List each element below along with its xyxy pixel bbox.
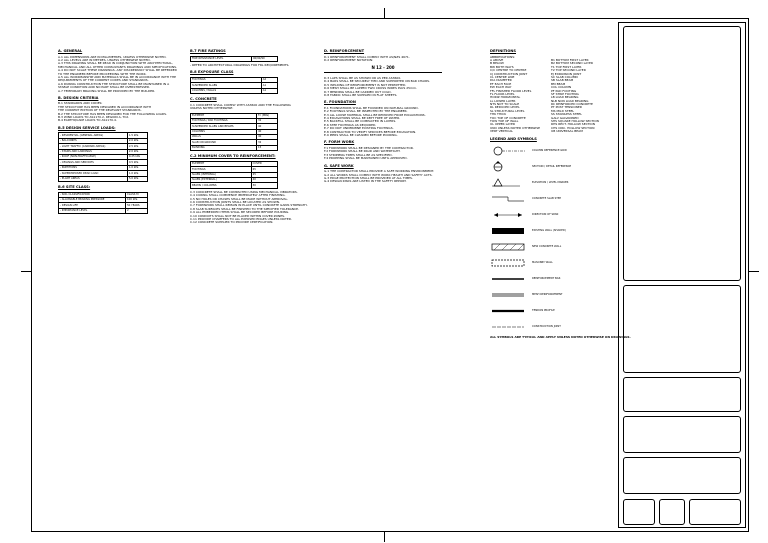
table-cell: COLUMNS / WALLS [191, 88, 262, 93]
table-cell: FOOTINGS [191, 77, 262, 82]
legend-symbol-icon [490, 321, 528, 333]
table-row [191, 183, 278, 188]
note-line: THE CURRENT EDITION OF THE RELEVANT STANDARDS. [58, 108, 142, 113]
note-line: C/C CENTRE TO CENTRE [490, 68, 527, 73]
note-line: C.5 NO HOLES OR CHASES SHALL BE MADE WITHOUT APPROVAL. [190, 196, 289, 201]
note-line: BW BOTH WAYS [490, 64, 514, 69]
note-line: A.6 DURING CONSTRUCTION THE STRUCTURE SHALL BE MAINTAINED IN A [58, 81, 170, 86]
note-line: C.3 CONCRETE SHALL BE COMPACTED USING MECHANICAL VIBRATORS. [190, 189, 298, 194]
table-cell: 30 [251, 183, 277, 188]
soil-table [58, 192, 148, 215]
note-line: UNO UNLESS NOTED OTHERWISE [490, 125, 541, 130]
table-cell: 0.5 kPa [127, 160, 147, 165]
legend-label: COLUMN REFERENCE GRID [532, 148, 567, 152]
table-cell: A2 [261, 77, 277, 82]
table-cell: A1 [261, 88, 277, 93]
legend-item [490, 144, 608, 157]
legend-label: CONCRETE SLAB STEP [532, 196, 562, 200]
note-line: NTS NOT TO SCALE [490, 102, 520, 107]
table-cell: SLABS (EXTERNAL) [191, 178, 252, 183]
title-block [618, 22, 746, 528]
table-cell: - ALLOWABLE BEARING PRESSURE [59, 197, 126, 202]
note-line: D.5 WELDING OF REINFORCEMENT IS NOT PERMITTED. [324, 82, 407, 87]
legend-label: NEW CONCRETE WALL [532, 244, 562, 248]
table-cell: - STAIRS AND LANDINGS [59, 149, 128, 154]
note-line: FL FLOOR LEVEL [490, 91, 515, 96]
exposure-table [190, 77, 278, 94]
section-heading: B.8 EXPOSURE CLASS [190, 70, 234, 75]
note-line: SC SLAB COLUMN [551, 74, 578, 79]
note-line: A ABOVE [490, 57, 504, 62]
legend-symbol-icon [490, 241, 528, 253]
table-row [191, 145, 278, 150]
section-heading: D. REINFORCEMENT [324, 49, 365, 53]
title-block-size [659, 499, 685, 525]
table-cell: BLINDING [191, 145, 257, 150]
table-cell: - DESIGN LIFE [59, 203, 126, 208]
note-line: EW EACH WAY [490, 85, 512, 90]
note-line: STABLE CONDITION AND NO PART SHALL BE OVERSTRESSED. [58, 85, 151, 90]
section-heading: C. CONCRETE [190, 97, 217, 102]
legend-symbol-icon [490, 305, 528, 317]
notes-column-4 [490, 46, 631, 340]
table-cell: FIRE RESISTANCE LEVEL [191, 56, 252, 61]
note-line: F.3 STRIPPING TIMES SHALL BE AS SPECIFIED. [324, 152, 393, 157]
note-line: MECHANICAL AND ALL OTHER CONSULTANTS DRAWINGS AND SPECIFICATIONS. [58, 64, 178, 69]
note-line: SF STRIP FOOTING [551, 91, 579, 96]
note-line: E.8 CONTRACTOR TO VERIFY SERVICES BEFORE EXCAVATION. [324, 129, 417, 134]
title-block-revisions [623, 26, 741, 281]
table-cell: 2.0 kPa [127, 138, 147, 143]
note-line: TOW TOP OF WALL [490, 119, 519, 124]
note-line: VERT VERTICAL [490, 129, 513, 134]
note-line: RC REINFORCED CONCRETE [551, 102, 593, 107]
title-block-drawing-no [689, 499, 741, 525]
table-cell: 40 [251, 178, 277, 183]
table-row [59, 176, 148, 181]
note-line: SL STRUCTURAL LEVEL [490, 108, 525, 113]
note-line: A.1 ALL DIMENSIONS ARE IN MILLIMETRES, UNLESS OTHERWISE NOTED. [58, 54, 167, 59]
note-line: B.1 STANDARDS AND CODES: [58, 101, 103, 106]
table-cell: FOOTINGS / PAD FOOTINGS [191, 118, 257, 123]
legend-label: ELEVATION / LEVEL MARKER [532, 180, 569, 184]
note-line: BM BEAM [551, 81, 566, 86]
table-cell: 65 [251, 167, 277, 172]
note-line: SHS SQUARE HOLLOW SECTION [551, 119, 599, 124]
note-line: D.2 REINFORCEMENT NOTATION: [324, 57, 374, 62]
note-line: NLB NON LOAD BEARING [551, 98, 589, 103]
legend-item [490, 240, 608, 253]
notes-column-1 [58, 46, 178, 216]
center-tick-left [21, 271, 31, 272]
note-line: E.7 DO NOT UNDERMINE EXISTING FOOTINGS. [324, 126, 394, 131]
section-heading: A. GENERAL [58, 49, 83, 53]
note-line: TOC TOP OF CONCRETE [490, 115, 526, 120]
note-line: D.4 BARS SHALL BE SECURELY TIED AND SUPPORTED ON BAR CHAIRS. [324, 79, 431, 84]
note-line: F.1 FORMWORK SHALL BE DESIGNED BY THE CONTRACTOR. [324, 146, 414, 151]
section-heading: C.2 MINIMUM COVER TO REINFORCEMENT: [190, 154, 276, 159]
legend-label: SECTION / DETAIL REFERENCE [532, 164, 572, 168]
note-line: A.3 THIS DRAWING SHALL BE READ IN CONJUNCTION WITH ARCHITECTURAL, [58, 61, 173, 66]
table-cell: 100 kPa [125, 197, 147, 202]
note-line: EF EACH FACE [490, 81, 512, 86]
note-line: T2 TOP SECOND LAYER [551, 68, 586, 73]
note-line: A.2 ALL LEVELS ARE IN METRES, UNLESS OTHERWISE NOTED. [58, 57, 151, 62]
note-line: C.9 ALL EMBEDDED ITEMS SHALL BE SECURED BEFORE POURING. [190, 210, 290, 215]
fire-table [190, 56, 278, 62]
table-cell: SLABS (INTERNAL) [191, 172, 252, 177]
note-line: PT POST TENSIONED [551, 105, 583, 110]
table-cell: 32 [256, 118, 277, 123]
title-block-scale [623, 499, 655, 525]
table-cell: 40 [256, 135, 277, 140]
legend-symbol-icon [490, 193, 528, 205]
section-heading: G. SAFE WORK [324, 163, 354, 168]
table-cell: SUSPENDED SLABS [191, 83, 262, 88]
table-cell: A1 [261, 83, 277, 88]
notes-column-3 [324, 46, 442, 184]
legend-footnote: ALL SYMBOLS ARE TYPICAL AND APPLY UNLESS NOTED OTHERWISE ON DRAWINGS. [490, 335, 631, 340]
table-cell: COVER [251, 161, 277, 166]
table-cell: - LIGHT TRAFFIC (CARPARK AREAS) [59, 144, 128, 149]
note-line: UL UPPER LAYER [490, 122, 515, 127]
table-cell: - SUPERIMPOSED DEAD LOAD [59, 171, 128, 176]
legend-symbol-icon [490, 257, 528, 269]
table-cell: CLASS M [125, 192, 147, 197]
legend-item [490, 160, 608, 173]
note-line: B BELOW [490, 61, 504, 66]
table-cell: - PLANT AREAS [59, 176, 128, 181]
table-cell: BEAMS / COLUMNS [191, 183, 252, 188]
reinforcement-notation: N 12 - 200 [324, 66, 442, 73]
note-line: MS MILD STEEL [551, 108, 575, 113]
note-line: C.6 CONSTRUCTION JOINTS SHALL BE LOCATED AS SHOWN. [190, 199, 280, 204]
abbrev-right [551, 59, 608, 134]
note-line: E.3 ALL LOOSE MATERIAL SHALL BE REMOVED FROM EXCAVATIONS. [324, 112, 426, 117]
note-line: F.4 PROPPING SHALL BE MAINTAINED UNTIL APPROVED. [324, 156, 408, 161]
note-line: C.1 CONCRETE SHALL COMPLY WITH AS3600 AND THE FOLLOWING [190, 102, 291, 107]
legend-item [490, 320, 608, 333]
table-cell: 50 YEARS [125, 203, 147, 208]
table-cell: 40 [256, 124, 277, 129]
table-cell: 2.0 kPa [127, 149, 147, 154]
note-line: RL REDUCED LEVEL [490, 105, 520, 110]
loads-table [58, 132, 148, 182]
legend-item [490, 176, 608, 189]
title-block-notes [623, 285, 741, 373]
legend-item [490, 272, 608, 285]
legend-label: MASONRY WALL [532, 260, 553, 264]
table-cell: - PARTITIONS [59, 165, 128, 170]
legend-symbol-icon [490, 289, 528, 301]
table-cell: - ROOF (NON-TRAFFICABLE) [59, 154, 128, 159]
note-line: DIA DIAMETER [490, 78, 512, 83]
note-line: T1 TOP FIRST LAYER [551, 64, 582, 69]
section-heading: LEGEND AND SYMBOLS [490, 136, 537, 141]
note-line: SS STAINLESS STEEL [551, 112, 582, 117]
legend-symbol-icon [490, 177, 528, 189]
legend-label: DIRECTION OF SPAN [532, 212, 559, 216]
table-cell: - RESIDENTIAL (GENERAL AREAS) [59, 133, 128, 138]
legend-symbol-icon [490, 209, 528, 221]
note-line: UNLESS NOTED OTHERWISE: [190, 106, 234, 111]
table-cell: 1.5 kPa [127, 133, 147, 138]
table-cell: 5.0 kPa [127, 176, 147, 181]
section-heading: B. DESIGN CRITERIA [58, 95, 99, 100]
note-line: LB LOAD BEARING [551, 95, 579, 100]
table-cell: 15 [256, 145, 277, 150]
legend-item [490, 224, 608, 237]
center-tick-bottom [384, 532, 385, 542]
legend-symbol-icon [490, 161, 528, 173]
note-line: G.1 THE CONTRACTOR SHALL PROVIDE A SAFE WORKING ENVIRONMENT. [324, 169, 435, 174]
table-cell: COLUMNS [191, 129, 257, 134]
center-tick-right [749, 271, 759, 272]
note-line: D.6 MESH SHALL BE LAPPED TWO CROSS WIRES PLUS 25mm. [324, 86, 417, 91]
note-line: A.5 ALL WORKMANSHIP AND MATERIALS SHALL BE IN ACCORDANCE WITH THE [58, 74, 176, 79]
note-line: G.4 DESIGN RISKS ARE LISTED IN THE SAFETY REPORT. [324, 179, 407, 184]
table-row [191, 88, 278, 93]
section-heading: B.5 DESIGN SERVICE LOADS: [58, 125, 116, 130]
note-line: THK THICK [490, 112, 507, 117]
title-block-project [623, 416, 741, 453]
note-line: C.8 SLAB SURFACES SHALL BE FINISHED TO THE SPECIFIED TOLERANCE. [190, 206, 299, 211]
table-cell: ELEMENT [191, 113, 257, 118]
note-line: EJ EXPANSION JOINT [551, 71, 582, 76]
concrete-table [190, 113, 278, 152]
table-cell: - SOIL CLASSIFICATION [59, 192, 126, 197]
note-line: GALV GALVANISED [551, 115, 579, 120]
table-cell: 40 [256, 129, 277, 134]
note-line: D.1 REINFORCEMENT SHALL COMPLY WITH AS/NZS 4671. [324, 54, 410, 59]
table-cell: 2.5 kPa [127, 144, 147, 149]
note-line: C.11 PROVIDE CHAMFERS TO ALL EXPOSED EDGES UNLESS NOTED. [190, 216, 293, 221]
table-cell: 0.25 kPa [127, 154, 147, 159]
table-cell: 90/90/90 [251, 56, 277, 61]
legend-symbol-icon [490, 273, 528, 285]
note-line: E.4 EXCAVATIONS SHALL BE KEPT FREE OF WATER. [324, 116, 401, 121]
abbrev-columns [490, 59, 608, 134]
section-heading: F. FORM WORK [324, 140, 355, 145]
note-line: F.2 FORMWORK SHALL BE RIGID AND WATERTIGHT. [324, 149, 401, 154]
note-line: B.2 THE STRUCTURE HAS BEEN DESIGNED FOR THE FOLLOWING LOADS. [58, 111, 168, 116]
note-line: PF PAD FOOTING [551, 88, 577, 93]
section-heading: DEFINITIONS [490, 49, 517, 53]
section-heading: B.6 SITE CLASS: [58, 184, 91, 189]
table-row [59, 208, 148, 213]
table-cell: - IMPORTANCE LEVEL [59, 208, 126, 213]
table-cell: f'c (MPa) [256, 113, 277, 118]
legend-label: MESH REINFORCEMENT [532, 292, 563, 296]
table-cell: SUSPENDED SLABS AND BEAMS [191, 124, 257, 129]
note-line: CHS CIRC. HOLLOW SECTION [551, 125, 595, 130]
abbrev-left [490, 59, 547, 134]
notes-column-2 [190, 46, 308, 225]
note-line: G.2 ALL WORKS SHALL COMPLY WITH WORK HEALTH AND SAFETY ACTS. [324, 172, 433, 177]
title-block-company [623, 377, 741, 412]
title-block-drawing-title [623, 457, 741, 494]
legend-item [490, 256, 608, 269]
legend-label: CONSTRUCTION JOINT [532, 324, 561, 328]
note-line: UB UNIVERSAL BEAM [551, 129, 583, 134]
legend-item [490, 288, 608, 301]
cover-table [190, 161, 278, 189]
legend-label: REINFORCEMENT BAR [532, 276, 561, 280]
section-heading: E. FOUNDATION [324, 100, 356, 105]
note-line: E.1 FOUNDATIONS SHALL BE FOUNDED ON NATURAL GROUND. [324, 105, 419, 110]
note-line: D.3 LAPS SHALL BE AS SHOWN OR AS PER AS3600. [324, 75, 402, 80]
legend-label: TENDON PROFILE [532, 308, 555, 312]
legend-label: EXISTING WALL (SHADED) [532, 228, 566, 232]
table-cell: 32 [256, 140, 277, 145]
note-line: TO THE ENGINEER BEFORE PROCEEDING WITH THE WORK. [58, 71, 147, 76]
table-cell: 1.0 kPa [127, 165, 147, 170]
note-line: THE STRUCTURE HAS BEEN DESIGNED IN ACCORDANCE WITH [58, 104, 152, 109]
note-line: - REFER TO ARCHITECTURAL DRAWINGS FOR FRL REQUIREMENTS. [190, 62, 290, 67]
note-line: E.9 PIERS SHALL BE CLEANED BEFORE POURING. [324, 133, 398, 138]
note-line: COL COLUMN [551, 85, 572, 90]
note-line: E.5 BACKFILL SHALL BE COMPACTED IN LAYERS. [324, 119, 397, 124]
table-cell: 2 [125, 208, 147, 213]
note-line: D.8 FABRIC SHALL BE SUPPLIED IN FLAT SHEETS. [324, 92, 398, 97]
note-line: CL CENTRE LINE [490, 74, 515, 79]
note-line: B1 BOTTOM FIRST LAYER [551, 57, 589, 62]
center-tick-top [384, 8, 385, 18]
legend-item [490, 192, 608, 205]
table-cell: SLAB ON GROUND [191, 140, 257, 145]
legend-symbol-icon [490, 145, 528, 157]
table-row [191, 56, 278, 61]
note-line: B.4 EARTHQUAKE LOADS TO AS1170.4. [58, 118, 117, 123]
legend-item [490, 208, 608, 221]
note-line: RHS RECT. HOLLOW SECTION [551, 122, 596, 127]
note-line: LL LOWER LAYER [490, 98, 516, 103]
legend-symbol-icon [490, 225, 528, 237]
note-line: SB SLAB BEAM [551, 78, 574, 83]
note-line: G.3 EDGE PROTECTION SHALL BE PROVIDED AT ALL TIMES. [324, 175, 413, 180]
note-line: E.6 STEP FOOTINGS AS REQUIRED. [324, 122, 377, 127]
note-line: B2 BOTTOM SECOND LAYER [551, 61, 593, 66]
note-line: A.4 DO NOT SCALE THESE DRAWINGS. ANY DISCREPANCY SHALL BE REFERRED [58, 68, 177, 73]
table-cell: ELEMENT [191, 161, 252, 166]
section-heading: B.7 FIRE RATINGS [190, 49, 226, 53]
note-line: D.7 BENDING SHALL BE CARRIED OUT COLD. [324, 89, 392, 94]
note-line: C.7 FORMWORK SHALL REMAIN IN PLACE UNTIL CONCRETE GAINS STRENGTH. [190, 203, 308, 208]
abbrev-subheading: ABBREVIATIONS: [490, 54, 516, 59]
note-line: C.4 CURING SHALL COMMENCE IMMEDIATELY AFTER FINISHING. [190, 193, 286, 198]
note-line: E.2 FOOTINGS SHALL BE INSPECTED BY THE ENGINEER. [324, 109, 408, 114]
legend-item [490, 304, 608, 317]
table-cell: - CEILINGS AND SERVICES [59, 160, 128, 165]
note-line: C.12 CONCRETE SUPPLIER TO PROVIDE CERTIFICATION. [190, 220, 274, 225]
note-line: A.7 TEMPORARY BRACING SHALL BE PROVIDED BY THE BUILDER. [58, 88, 156, 93]
table-cell: 1.0 kPa [127, 171, 147, 176]
note-line: B.3 WIND LOADS TO AS1170.2, REGION A, TC2. [58, 115, 130, 120]
note-line: C.10 CONDUITS SHALL NOT BE PLACED WITHIN COVER ZONES. [190, 213, 286, 218]
table-cell: WALLS [191, 135, 257, 140]
table-cell: - BALCONIES [59, 138, 128, 143]
note-line: FFL FINISHED FLOOR LEVEL [490, 88, 532, 93]
note-line: HORIZ HORIZONTAL [490, 95, 521, 100]
table-cell: FOOTINGS [191, 167, 252, 172]
table-cell: 25 [251, 172, 277, 177]
note-line: CJ CONSTRUCTION JOINT [490, 71, 528, 76]
note-line: REQUIREMENTS OF THE CURRENT CODES AND STANDARDS. [58, 78, 149, 83]
